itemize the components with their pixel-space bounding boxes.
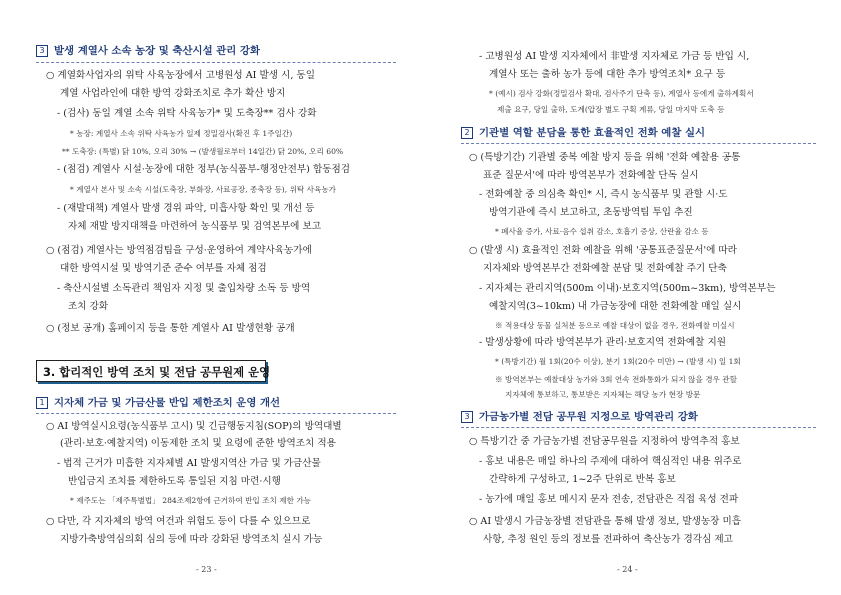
footnote: * 농장: 계열사 소속 위탁 사육농가 일제 정밀검사(확진 후 1주일간) — [70, 129, 293, 138]
section-heading — [36, 397, 280, 409]
page-24 — [421, 0, 841, 595]
paragraph-line: - 지자체는 관리지역(500m 이내)·보호지역(500m~3km), 방역본부는 — [479, 283, 776, 294]
paragraph-line: 계열 사업라인에 대한 방역 강화조치로 추가 확산 방지 — [60, 88, 286, 99]
paragraph-line: 조치 강화 — [68, 301, 109, 312]
paragraph-line: - 홍보 내용은 매일 하나의 주제에 대하여 핵심적인 내용 위주로 — [479, 456, 742, 467]
paragraph-line: - 축산시설별 소독관리 책임자 지정 및 출입차량 소독 등 방역 — [57, 283, 311, 294]
footnote: * 제주도는 「제주특별법」 284조제2항에 근거하여 반입 조치 제한 가능 — [70, 496, 312, 505]
paragraph-line: 계열사 또는 출하 농가 등에 대한 추가 방역조치* 요구 등 — [489, 69, 726, 80]
paragraph-line: 지방가축방역심의회 심의 등에 따라 강화된 방역조치 실시 가능 — [60, 534, 323, 545]
paragraph-line: - (검사) 동일 계열 소속 위탁 사육농가* 및 도축장** 검사 강화 — [57, 108, 317, 119]
footnote: ** 도축장: (특별) 닭 10%, 오리 30% → (발생월로부터 14일간) 닭 20%, 오리 60% — [62, 147, 344, 156]
section-number: 3 — [461, 411, 473, 423]
paragraph-line: - 농가에 매일 홍보 메시지 문자 전송, 전담관은 직접 육성 전파 — [479, 494, 739, 505]
paragraph-line: - 발생상황에 따라 방역본부가 관리·보호지역 전화예찰 지원 — [479, 337, 727, 348]
section-number: 2 — [461, 127, 473, 139]
page-23 — [0, 0, 420, 595]
footnote: * (예시) 검사 강화(정밀검사 확대, 검사주기 단축 등), 계열사 등에게 출하계획서 — [489, 89, 754, 98]
paragraph-line: 지자체와 방역본부간 전화예찰 분담 및 전화예찰 주기 단축 — [483, 263, 727, 274]
paragraph-line: ○ 특방기간 중 가금농가별 전담공무원을 지정하여 방역추적 홍보 — [469, 436, 740, 447]
paragraph-line: ○ (특방기간) 기관별 중복 예찰 방지 등을 위해 '전화 예찰용 공통 — [469, 152, 741, 163]
section-number: 1 — [36, 397, 48, 409]
paragraph-line: ○ 계열화사업자의 위탁 사육농장에서 고병원성 AI 발생 시, 동일 — [46, 70, 315, 81]
section-divider — [461, 143, 816, 144]
paragraph-line: 예찰지역(3~10km) 내 가금농장에 대한 전화예찰 매일 실시 — [489, 301, 742, 312]
section-title: 기관별 역할 분담을 통한 효율적인 전화 예찰 실시 — [479, 127, 706, 139]
paragraph-line: - 전화예찰 중 의심축 확인* 시, 즉시 농식품부 및 관할 시·도 — [479, 189, 728, 200]
paragraph-line: - (재발대책) 계열사 발생 경위 파악, 미흡사항 확인 및 개선 등 — [57, 203, 315, 214]
page-number: - 24 - — [617, 565, 638, 574]
paragraph-line: 대한 방역시설 및 방역기준 준수 여부를 자체 점검 — [60, 263, 267, 274]
section-divider — [461, 427, 816, 428]
paragraph-line: (관리·보호·예찰지역) 이동제한 조치 및 요령에 준한 방역조치 적용 — [60, 438, 336, 449]
paragraph-line: 간략하게 구성하고, 1~2주 단위로 반복 홍보 — [489, 474, 676, 485]
paragraph-line: ○ (정보 공개) 홈페이지 등을 통한 계열사 AI 발생현황 공개 — [46, 323, 295, 334]
section-heading — [461, 411, 698, 423]
footnote: 제출 요구, 당일 출하, 도계(압장 별도 구획 계류, 당일 마지막 도축 등 — [497, 105, 725, 114]
paragraph-line: 사항, 추정 원인 등의 정보를 전파하여 축산농가 경각심 제고 — [483, 534, 733, 545]
footnote: * (특방기간) 월 1회(20수 이상), 분기 1회(20수 미만) → (발생 시) 일 1회 — [495, 357, 741, 366]
paragraph-line: ○ (점검) 계열사는 방역점검팀을 구성·운영하여 계약사육농가에 — [46, 245, 312, 256]
section-divider — [36, 413, 396, 414]
footnote: * 폐사율 증가, 사료·음수 섭취 감소, 호흡기 증상, 산란율 감소 등 — [495, 227, 709, 236]
paragraph-line: ○ 다만, 각 지자체의 방역 여건과 위험도 등이 다를 수 있으므로 — [46, 516, 311, 527]
section-number: 3 — [36, 45, 48, 57]
paragraph-line: - 법적 근거가 미흡한 지자체별 AI 발생지역산 가금 및 가금산물 — [57, 458, 321, 469]
paragraph-line: ○ AI 발생시 가금농장별 전담관을 통해 발생 정보, 발생농장 미흡 — [469, 516, 742, 527]
paragraph-line: 반입금지 조치를 제한하도록 통일된 지침 마련·시행 — [68, 476, 281, 487]
paragraph-line: 표준 질문서'에 따라 방역본부가 전화예찰 단독 실시 — [483, 170, 699, 181]
section-title: 가금농가별 전담 공무원 지정으로 방역관리 강화 — [479, 411, 698, 423]
paragraph-line: ○ AI 방역실시요령(농식품부 고시) 및 긴급행동지침(SOP)의 방역대별 — [46, 421, 342, 432]
paragraph-line: - (점검) 계열사 시설·농장에 대한 정부(농식품부-행정안전부) 합동점검 — [57, 164, 351, 175]
footnote: * 계열사 본사 및 소속 시설(도축장, 부화장, 사료공장, 종축장 등), 위탁 사육농가 — [70, 185, 336, 194]
chapter-heading: 3. 합리적인 방역 조치 및 전담 공무원제 운영 — [43, 365, 271, 379]
paragraph-line: - 고병원성 AI 발생 지자체에서 非발생 지자체로 가금 등 반입 시, — [479, 51, 750, 62]
paragraph-line: 자체 재발 방지대책을 마련하여 농식품부 및 검역본부에 보고 — [68, 221, 322, 232]
section-heading — [36, 45, 260, 57]
page-number: - 23 - — [196, 565, 217, 574]
section-divider — [36, 62, 396, 63]
section-title: 지자체 가금 및 가금산물 반입 제한조치 운영 개선 — [54, 397, 281, 409]
footnote: ※ 적용대상 동물 실처분 등으로 예찰 대상이 없을 경우, 전화예찰 미실시 — [495, 321, 735, 330]
footnote: ※ 방역본부는 예찰대상 농가와 3회 연속 전화통화가 되지 않을 경우 관할 — [495, 375, 737, 384]
footnote: 지자체에 통보하고, 통보받은 지자체는 해당 농가 현장 방문 — [505, 390, 701, 399]
section-title: 발생 계열사 소속 농장 및 축산시설 관리 강화 — [54, 45, 260, 57]
paragraph-line: 방역기관에 즉시 보고하고, 초동방역팀 투입 추진 — [489, 207, 693, 218]
paragraph-line: ○ (발생 시) 효율적인 전화 예찰을 위해 '공통표준질문서'에 따라 — [469, 245, 737, 256]
section-heading — [461, 127, 705, 139]
